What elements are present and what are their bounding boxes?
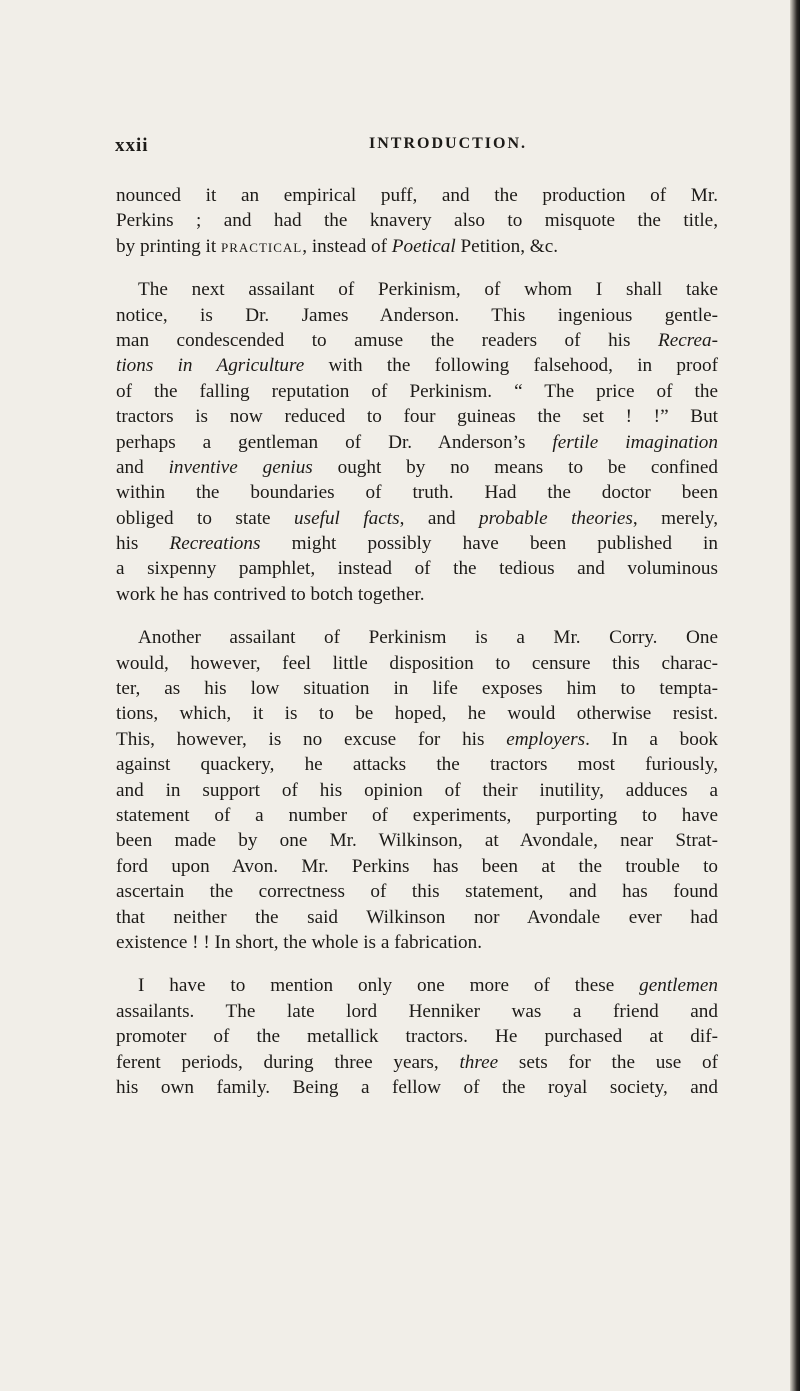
text-line: promoter of the metallick tractors. He purchased at dif- xyxy=(116,1026,718,1048)
body-text xyxy=(116,183,718,1100)
text-line: Another assailant of Perkinism is a Mr. Corry. One xyxy=(138,627,718,649)
paragraph xyxy=(116,625,718,955)
running-head: INTRODUCTION. xyxy=(369,135,528,152)
paragraph-gap xyxy=(116,955,718,973)
text-line: and in support of his opinion of their inutility, adduces a xyxy=(116,779,718,801)
book-spine-edge xyxy=(790,0,800,1391)
paragraph xyxy=(116,973,718,1100)
text-line: by printing it practical, instead of Poetical Petition, &c. xyxy=(116,235,559,257)
text-line: tions, which, it is to be hoped, he would otherwise resist. xyxy=(116,703,718,725)
text-line: Perkins ; and had the knavery also to misquote the title, xyxy=(116,210,718,232)
paragraph xyxy=(116,183,718,259)
text-line: statement of a number of experiments, purporting to have xyxy=(116,804,718,826)
text-line: and inventive genius ought by no means to be confined xyxy=(116,456,718,478)
text-line: ferent periods, during three years, three sets for the use of xyxy=(116,1051,718,1073)
text-line: a sixpenny pamphlet, instead of the tedious and voluminous xyxy=(116,558,718,580)
text-line: The next assailant of Perkinism, of whom I shall take xyxy=(138,279,718,301)
text-line: obliged to state useful facts, and probable theories, merely, xyxy=(116,507,718,529)
text-line: perhaps a gentleman of Dr. Anderson’s fertile imagination xyxy=(116,431,718,453)
text-line: tractors is now reduced to four guineas the set ! !” But xyxy=(116,406,718,428)
text-line: man condescended to amuse the readers of his Recrea- xyxy=(116,329,718,351)
text-line: been made by one Mr. Wilkinson, at Avondale, near Strat- xyxy=(116,830,718,852)
paragraph xyxy=(116,277,718,607)
text-line: his Recreations might possibly have been published in xyxy=(116,533,718,555)
text-line: against quackery, he attacks the tractors most furiously, xyxy=(116,754,718,776)
text-line: his own family. Being a fellow of the royal society, and xyxy=(116,1076,718,1098)
page-header xyxy=(115,135,675,161)
text-line: assailants. The late lord Henniker was a friend and xyxy=(116,1000,718,1022)
italic-text: tions in Agriculture xyxy=(116,355,305,377)
italic-text: gentlemen xyxy=(639,975,718,997)
paragraph-gap xyxy=(116,259,718,277)
text-line: I have to mention only one more of these gentlemen xyxy=(138,975,718,997)
paragraph-gap xyxy=(116,607,718,625)
text-line: tions in Agriculture with the following falsehood, in proof xyxy=(116,355,718,377)
text-line: notice, is Dr. James Anderson. This ingenious gentle- xyxy=(116,304,718,326)
text-line: of the falling reputation of Perkinism. “ The price of the xyxy=(116,380,718,402)
italic-text: useful facts xyxy=(294,507,400,529)
italic-text: employers xyxy=(506,728,586,750)
italic-text: Recreations xyxy=(169,533,261,555)
text-line: would, however, feel little disposition to censure this charac- xyxy=(116,652,718,674)
italic-text: Recrea- xyxy=(657,329,718,351)
italic-text: three xyxy=(459,1051,499,1073)
text-line: work he has contrived to botch together. xyxy=(116,583,425,605)
page-number: xxii xyxy=(115,135,149,156)
small-caps-text: practical xyxy=(221,235,303,257)
italic-text: inventive genius xyxy=(168,456,313,478)
italic-text: Poetical xyxy=(391,235,456,257)
text-line: This, however, is no excuse for his employers. In a book xyxy=(116,728,719,750)
text-line: ter, as his low situation in life exposes him to tempta- xyxy=(116,678,718,700)
text-line: nounced it an empirical puff, and the production of Mr. xyxy=(116,185,718,206)
text-line: ascertain the correctness of this statement, and has found xyxy=(116,881,718,903)
italic-text: fertile imagination xyxy=(552,431,718,453)
text-line: existence ! ! In short, the whole is a fabrication. xyxy=(116,931,483,953)
text-line: within the boundaries of truth. Had the doctor been xyxy=(116,482,718,504)
italic-text: probable theories xyxy=(479,507,633,529)
text-line: that neither the said Wilkinson nor Avondale ever had xyxy=(116,906,718,928)
text-line: ford upon Avon. Mr. Perkins has been at the trouble to xyxy=(116,855,718,877)
